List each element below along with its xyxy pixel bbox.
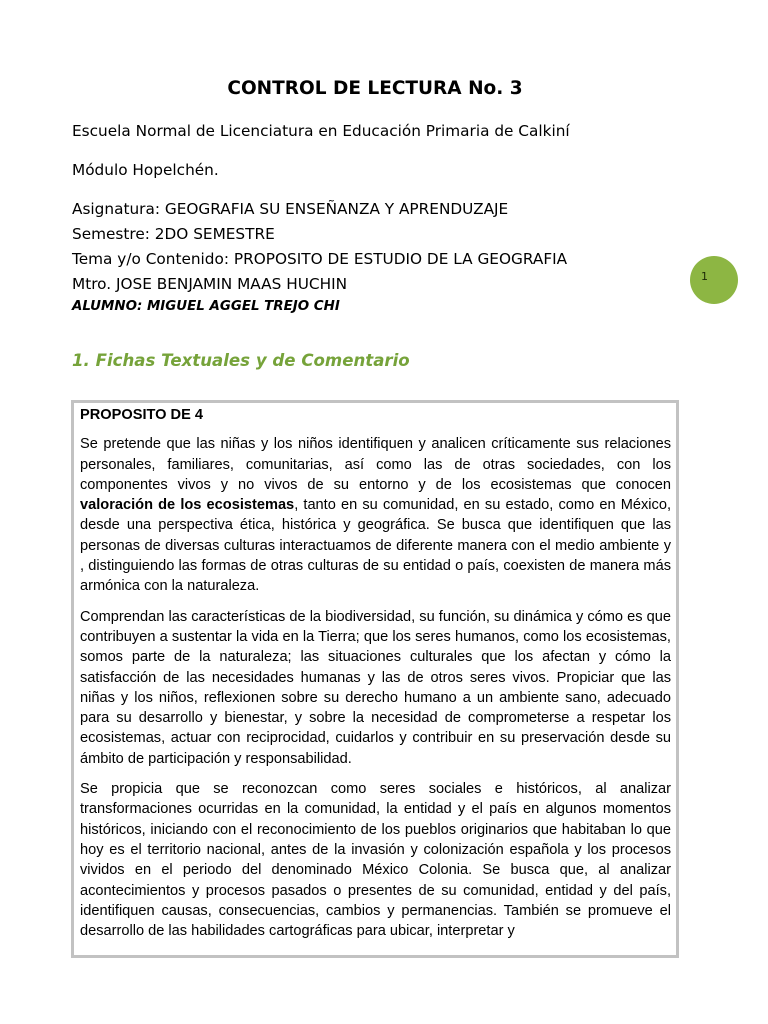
page-number: 1 [701,270,708,283]
textual-card [71,400,679,958]
student-line: ALUMNO: MIGUEL AGGEL TREJO CHI [72,299,340,314]
paragraph-1-start: Se pretende que las niñas y los niños identifiquen y analicen críticamente sus relaciones personales, familiares, comunitarias, así como las de otras sociedades, con los componentes vivos y no vivos de su entorno y de los ecosistemas que conocen [80,436,671,493]
module-name: Módulo Hopelchén. [72,161,219,179]
paragraph-1 [80,434,671,596]
page-number-badge [690,256,738,304]
paragraph-1-emphasis: valoración de los ecosistemas [80,497,295,514]
school-name: Escuela Normal de Licenciatura en Educación Primaria de Calkiní [72,122,570,140]
document-title: CONTROL DE LECTURA No. 3 [227,78,523,99]
section-heading: 1. Fichas Textuales y de Comentario [72,351,410,370]
teacher-line: Mtro. JOSE BENJAMIN MAAS HUCHIN [72,275,348,293]
textual-card-content [80,403,671,951]
card-title: PROPOSITO DE 4 [80,407,203,423]
subject-line: Asignatura: GEOGRAFIA SU ENSEÑANZA Y APRENDUZAJE [72,200,509,218]
topic-line: Tema y/o Contenido: PROPOSITO DE ESTUDIO DE LA GEOGRAFIA [72,250,568,268]
semester-line: Semestre: 2DO SEMESTRE [72,225,275,243]
paragraph-2: Comprendan las características de la biodiversidad, su función, su dinámica y cómo es que contribuyen a sustentar la vida en la Tierra; que los seres humanos, como los ecosistemas, somos parte de la naturaleza; las situaciones culturales que los afectan y cómo la satisfacción de las necesidades humanas y las de otros seres vivos. Propiciar que las niñas y los niños, reflexionen sobre su derecho humano a un ambiente sano, adecuado para su desarrollo y bienestar, y sobre la necesidad de comprometerse a respetar los ecosistemas, actuar con reciprocidad, cuidarlos y contribuir en su preservación desde su ámbito de participación y responsabilidad. [80,608,671,767]
paragraph-1-end: , tanto en su comunidad, en su estado, como en México, desde una perspectiva ética, histórica y geográfica. Se busca que identifiquen que las personas de diversas culturas interactuamos de diferente manera con el medio ambiente y , distinguiendo las formas de otras culturas de su entidad o país, coexisten de manera más armónica con la naturaleza. [80,497,671,595]
paragraph-3: Se propicia que se reconozcan como seres sociales e históricos, al analizar transformaciones ocurridas en la comunidad, la entidad y el país en algunos momentos históricos, iniciando con el reconocimiento de los pueblos originarios que habitaban lo que hoy es el territorio nacional, antes de la invasión y colonización española y los procesos vividos en el periodo del denominado México Colonia. Se busca que, al analizar acontecimientos y procesos pasados o presentes de su comunidad, entidad y del país, identifiquen causas, consecuencias, cambios y permanencias. También se promueve el desarrollo de las habilidades cartográficas para ubicar, interpretar y [80,781,671,940]
